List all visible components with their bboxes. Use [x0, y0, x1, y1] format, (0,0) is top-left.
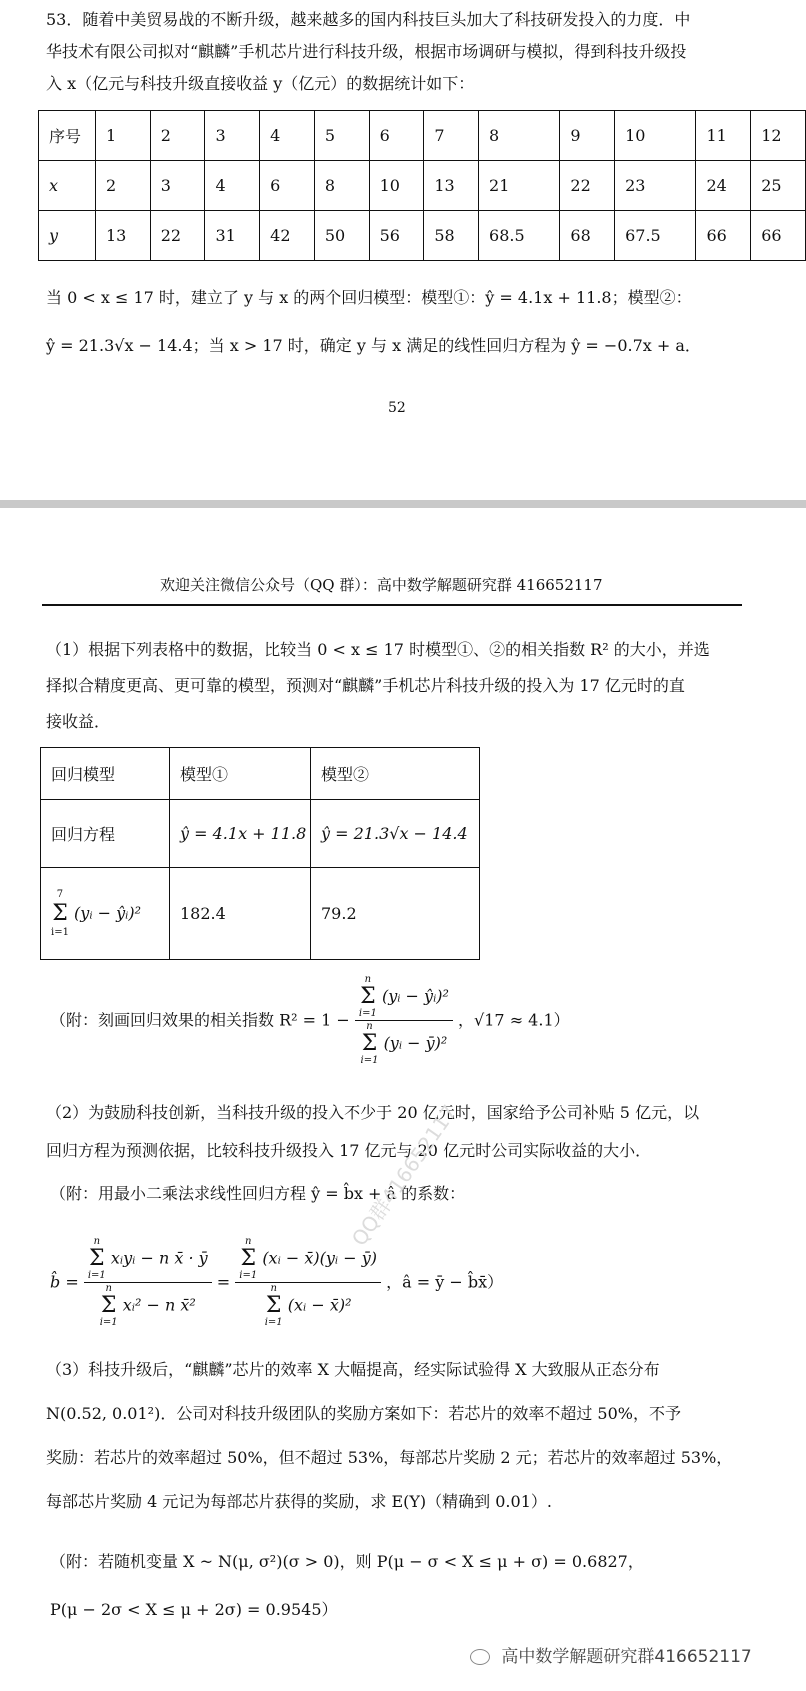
problem-statement: [46, 4, 690, 100]
model-table-header-3: 模型②: [311, 748, 480, 800]
data-table-cell: 24: [696, 161, 751, 211]
problem-line-3: 入 x（亿元与科技升级直接收益 y（亿元）的数据统计如下：: [46, 74, 475, 93]
watermark: QQ群416652117: [346, 1100, 462, 1251]
data-table-cell: 21: [479, 161, 560, 211]
page-number: 52: [388, 400, 406, 416]
page-1: [0, 0, 806, 500]
footer: [470, 1642, 752, 1667]
data-table-cell: 10: [369, 161, 424, 211]
note2-fraction-1: n Σ i=1 xᵢyᵢ − n x̄ · ȳ n Σ i=1 xᵢ² − n x̄²: [84, 1236, 212, 1329]
q2-line-1: （2）为鼓励科技创新，当科技升级的投入不少于 20 亿元时，国家给予公司补贴 5 亿元，以: [46, 1103, 700, 1122]
page-header: 欢迎关注微信公众号（QQ 群）：高中数学解题研究群 416652117: [160, 576, 603, 594]
note-2-intro: （附：用最小二乘法求线性回归方程 ŷ = b̂x + â 的系数：: [50, 1184, 466, 1203]
data-table-cell: 1: [96, 111, 151, 161]
data-table: [38, 110, 806, 261]
model-table-sse-label: 7 Σ i=1 (yᵢ − ŷᵢ)²: [41, 868, 170, 960]
data-table-cell: 7: [424, 111, 479, 161]
data-table-cell: 66: [696, 211, 751, 261]
note3-line-2: P(μ − 2σ < X ≤ μ + 2σ) = 0.9545）: [50, 1600, 338, 1619]
data-table-cell: 序号: [39, 111, 96, 161]
data-table-cell: 6: [369, 111, 424, 161]
model-table-header-1: 回归模型: [41, 748, 170, 800]
data-table-cell: 4: [260, 111, 315, 161]
data-table-cell: 12: [751, 111, 806, 161]
data-table-cell: 50: [314, 211, 369, 261]
question-3: [46, 1348, 732, 1524]
data-table-cell: 31: [205, 211, 260, 261]
question-2: [46, 1094, 699, 1170]
note-1: [50, 974, 570, 1067]
data-table-cell: 3: [150, 161, 205, 211]
note2-fraction-2: n Σ i=1 (xᵢ − x̄)(yᵢ − ȳ) n Σ i=1 (xᵢ − x̄)²: [235, 1236, 381, 1329]
data-table-cell: 8: [314, 161, 369, 211]
data-table-row-y: [39, 211, 806, 261]
data-table-cell: 9: [560, 111, 615, 161]
q3-line-4: 每部芯片奖励 4 元记为每部芯片获得的奖励，求 E(Y)（精确到 0.01）.: [46, 1492, 552, 1511]
data-table-cell: 22: [150, 211, 205, 261]
data-table-cell: 42: [260, 211, 315, 261]
data-table-cell: 68: [560, 211, 615, 261]
data-table-cell: 6: [260, 161, 315, 211]
q3-line-1: （3）科技升级后，“麒麟”芯片的效率 X 大幅提高，经实际试验得 X 大致服从正态分布: [46, 1360, 660, 1379]
data-table-cell: 56: [369, 211, 424, 261]
model-table-header-2: 模型①: [170, 748, 311, 800]
data-table-row-index: [39, 111, 806, 161]
wechat-icon: [470, 1649, 490, 1665]
page-divider: [0, 500, 806, 508]
model-table-eq-1: ŷ = 4.1x + 11.8: [170, 800, 311, 868]
model-table-sse-1: 182.4: [170, 868, 311, 960]
q1-line-1: （1）根据下列表格中的数据，比较当 0 < x ≤ 17 时模型①、②的相关指数 R² 的大小，并选: [46, 640, 710, 659]
data-table-cell: 2: [150, 111, 205, 161]
model-table: [40, 747, 480, 960]
model-table-eq-2: ŷ = 21.3√x − 14.4: [311, 800, 480, 868]
data-table-row-x: [39, 161, 806, 211]
note-3: [50, 1538, 644, 1634]
data-table-cell: 22: [560, 161, 615, 211]
header-rule: [42, 604, 742, 606]
data-table-cell: 5: [314, 111, 369, 161]
note1-suffix: ，√17 ≈ 4.1）: [458, 1010, 570, 1030]
data-table-cell: 8: [479, 111, 560, 161]
data-table-cell: 10: [615, 111, 696, 161]
data-table-cell: 13: [424, 161, 479, 211]
data-table-cell: 58: [424, 211, 479, 261]
q1-line-2: 择拟合精度更高、更可靠的模型，预测对“麒麟”手机芯片科技升级的投入为 17 亿元时的直: [46, 676, 685, 695]
data-table-cell: 68.5: [479, 211, 560, 261]
data-table-cell: x: [39, 161, 96, 211]
model-line-1: 当 0 < x ≤ 17 时，建立了 y 与 x 的两个回归模型：模型①：ŷ = 4.1x + 11.8；模型②：: [46, 288, 692, 307]
data-table-cell: y: [39, 211, 96, 261]
data-table-cell: 67.5: [615, 211, 696, 261]
data-table-cell: 11: [696, 111, 751, 161]
question-1: [46, 632, 710, 740]
data-table-cell: 4: [205, 161, 260, 211]
problem-line-2: 华技术有限公司拟对“麒麟”手机芯片进行科技升级，根据市场调研与模拟，得到科技升级投: [46, 42, 687, 61]
model-table-sse-2: 79.2: [311, 868, 480, 960]
data-table-cell: 25: [751, 161, 806, 211]
data-table-cell: 66: [751, 211, 806, 261]
note3-line-1: （附：若随机变量 X ~ N(μ, σ²)(σ > 0)，则 P(μ − σ < X ≤ μ + σ) = 0.6827，: [50, 1552, 644, 1571]
data-table-cell: 23: [615, 161, 696, 211]
note1-prefix: （附：刻画回归效果的相关指数 R² = 1 −: [50, 1010, 350, 1030]
model-line-2: ŷ = 21.3√x − 14.4；当 x > 17 时，确定 y 与 x 满足的线性回归方程为 ŷ = −0.7x + a．: [46, 336, 701, 355]
model-table-eq-label: 回归方程: [41, 800, 170, 868]
data-table-cell: 13: [96, 211, 151, 261]
note-2-formula: b̂ = n Σ i=1 xᵢyᵢ − n x̄ · ȳ n Σ i=1 xᵢ² − n x̄² = n Σ i=1 (xᵢ − x̄)(yᵢ − ȳ) n Σ i=1 (xᵢ − x̄)² ，â = ȳ − b̂x̄）: [50, 1236, 504, 1328]
q1-line-3: 接收益．: [46, 712, 111, 731]
footer-text: 高中数学解题研究群416652117: [501, 1647, 752, 1667]
data-table-cell: 2: [96, 161, 151, 211]
problem-line-1: 53．随着中美贸易战的不断升级，越来越多的国内科技巨头加大了科技研发投入的力度．中: [46, 10, 691, 29]
note1-fraction: n Σ i=1 (yᵢ − ŷᵢ)² n Σ i=1 (yᵢ − ȳ)²: [355, 974, 453, 1067]
q3-line-2: N(0.52, 0.01²)．公司对科技升级团队的奖励方案如下：若芯片的效率不超过 50%，不予: [46, 1404, 681, 1423]
data-table-cell: 3: [205, 111, 260, 161]
q2-line-2: 回归方程为预测依据，比较科技升级投入 17 亿元与 20 亿元时公司实际收益的大小．: [46, 1141, 652, 1160]
q3-line-3: 奖励：若芯片的效率超过 50%，但不超过 53%，每部芯片奖励 2 元；若芯片的效率超过 53%，: [46, 1448, 733, 1467]
